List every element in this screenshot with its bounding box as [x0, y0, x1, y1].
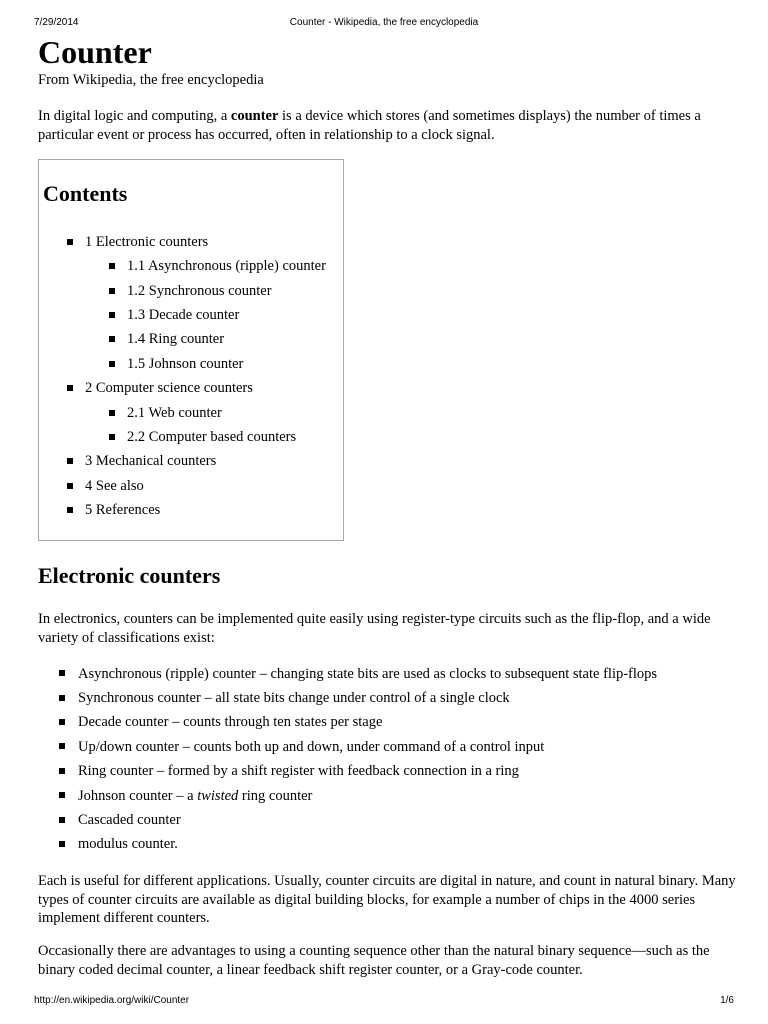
bullet-icon — [109, 288, 115, 294]
list-item: Up/down counter – counts both up and down, under command of a control input — [78, 739, 545, 755]
print-page-title: Counter - Wikipedia, the free encyclopedia — [289, 17, 479, 28]
bullet-icon — [59, 841, 65, 847]
list-item: modulus counter. — [78, 836, 178, 852]
print-footer — [0, 995, 768, 1009]
bullet-icon — [109, 336, 115, 342]
bullet-icon — [59, 768, 65, 774]
bullet-icon — [67, 507, 73, 513]
toc-link-2-2[interactable]: 2.2 Computer based counters — [127, 429, 297, 445]
article-subtitle: From Wikipedia, the free encyclopedia — [38, 72, 264, 88]
bullet-icon — [59, 817, 65, 823]
print-header — [0, 17, 768, 31]
table-of-contents — [38, 159, 344, 541]
print-date: 7/29/2014 — [34, 17, 79, 28]
toc-link-1-4[interactable]: 1.4 Ring counter — [127, 331, 225, 347]
list-item: Asynchronous (ripple) counter – changing state bits are used as clocks to subsequent state flip-flops — [78, 666, 658, 682]
toc-link-4[interactable]: 4 See also — [85, 478, 144, 494]
print-url: http://en.wikipedia.org/wiki/Counter — [34, 995, 190, 1006]
list-item: Synchronous counter – all state bits change under control of a single clock — [78, 690, 510, 706]
section-paragraph: Occasionally there are advantages to using a counting sequence other than the natural binary sequence—such as the binary coded decimal counter, a linear feedback shift register counter, or a Gray-code counter. — [38, 943, 710, 978]
bullet-icon — [59, 792, 65, 798]
intro-paragraph — [38, 107, 738, 145]
bullet-icon — [59, 743, 65, 749]
list-item: Cascaded counter — [78, 812, 181, 828]
bullet-icon — [109, 312, 115, 318]
bullet-icon — [67, 483, 73, 489]
bullet-icon — [59, 695, 65, 701]
toc-link-3[interactable]: 3 Mechanical counters — [85, 453, 217, 469]
list-item-italic: twisted — [197, 788, 239, 804]
bullet-icon — [109, 434, 115, 440]
section-paragraph: In electronics, counters can be implemented quite easily using register-type circuits such as the flip-flop, and a wide variety of classifications exist: — [38, 611, 711, 646]
list-item: Decade counter – counts through ten states per stage — [78, 714, 383, 730]
toc-link-1-2[interactable]: 1.2 Synchronous counter — [127, 283, 272, 299]
bullet-icon — [59, 719, 65, 725]
list-item — [78, 787, 312, 805]
intro-bold-term: counter — [230, 108, 279, 124]
toc-link-1[interactable]: 1 Electronic counters — [85, 234, 209, 250]
toc-link-1-1[interactable]: 1.1 Asynchronous (ripple) counter — [127, 258, 326, 274]
article-title: Counter — [38, 34, 152, 70]
bullet-icon — [67, 239, 73, 245]
section-paragraph: Each is useful for different applications. Usually, counter circuits are digital in nature, and count in natural binary. Many types of counter circuits are available as digital building blocks, for example a number of chips in the 4000 series implement different counters. — [38, 873, 736, 926]
list-item-text: ring counter — [238, 788, 313, 804]
print-page-number: 1/6 — [720, 995, 734, 1006]
bullet-icon — [109, 361, 115, 367]
bullet-icon — [109, 263, 115, 269]
list-item: Ring counter – formed by a shift register with feedback connection in a ring — [78, 763, 519, 779]
list-item-text: Johnson counter – a — [78, 788, 198, 804]
bullet-icon — [109, 410, 115, 416]
toc-title: Contents — [43, 181, 128, 206]
bullet-icon — [67, 458, 73, 464]
toc-link-5[interactable]: 5 References — [85, 502, 161, 518]
intro-text-after: is a device which stores (and sometimes displays) the number of times a particular event or process has occurred, often in relationship to a clock signal. — [38, 108, 701, 143]
toc-link-2[interactable]: 2 Computer science counters — [85, 380, 253, 396]
toc-link-1-3[interactable]: 1.3 Decade counter — [127, 307, 240, 323]
intro-text-before: In digital logic and computing, a — [38, 108, 231, 124]
toc-link-1-5[interactable]: 1.5 Johnson counter — [127, 356, 244, 372]
toc-link-2-1[interactable]: 2.1 Web counter — [127, 405, 222, 421]
bullet-icon — [59, 670, 65, 676]
bullet-icon — [67, 385, 73, 391]
section-heading-electronic-counters: Electronic counters — [38, 563, 221, 588]
